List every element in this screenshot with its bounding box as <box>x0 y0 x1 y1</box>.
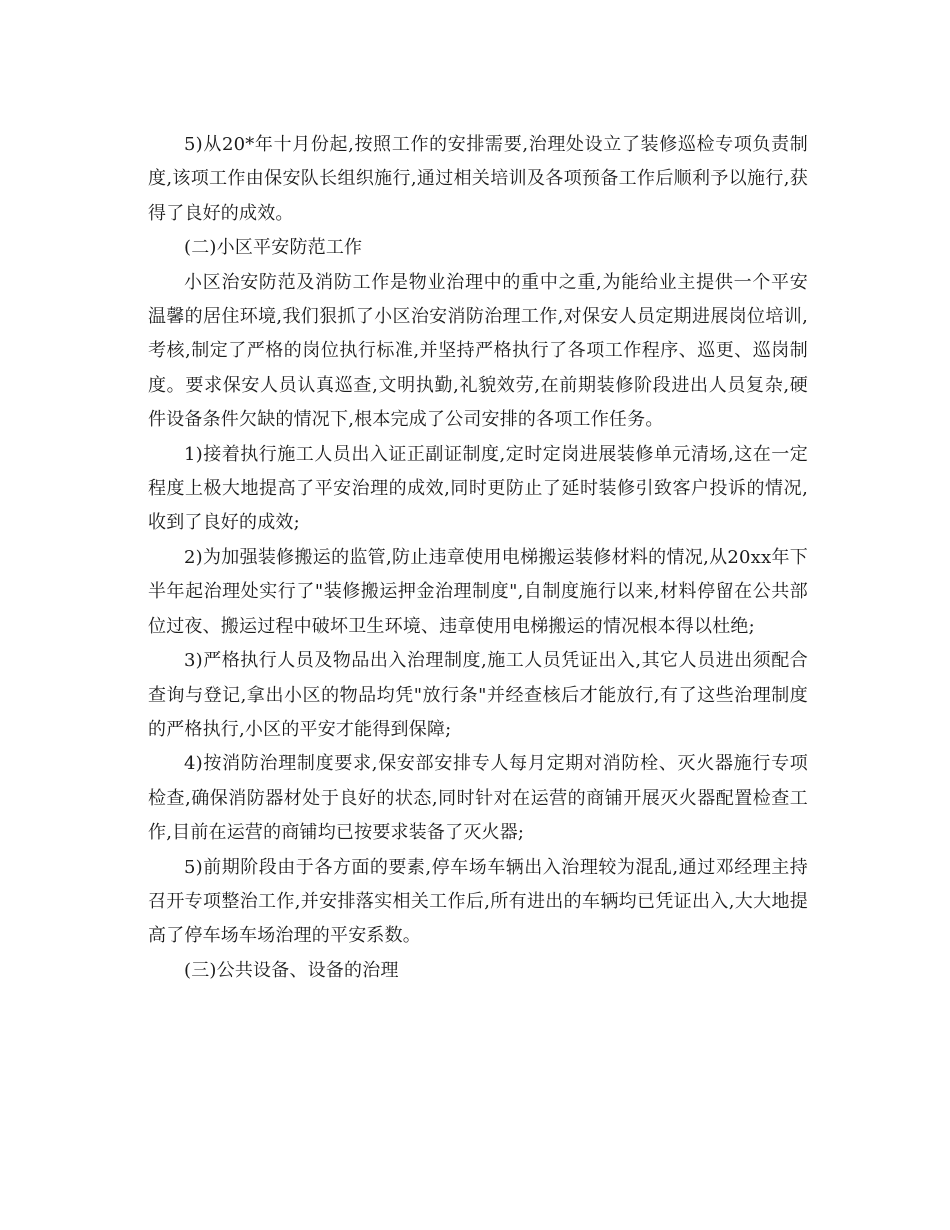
document-body <box>148 128 808 988</box>
paragraph-item-5-decoration-inspection: 5)从20*年十月份起,按照工作的安排需要,治理处设立了装修巡检专项负责制度,该项工作由保安队长组织施行,通过相关培训及各项预备工作后顺利予以施行,获得了良好的成效。 <box>148 134 808 224</box>
section-heading-community-safety: (二)小区平安防范工作 <box>184 237 363 259</box>
paragraph-item-3-entry-exit: 3)严格执行人员及物品出入治理制度,施工人员凭证出入,其它人员进出须配合查询与登记,拿出小区的物品均凭"放行条"并经查核后才能放行,有了这些治理制度的严格执行,小区的平安才能得到保障; <box>148 650 808 740</box>
paragraph-security-overview: 小区治安防范及消防工作是物业治理中的重中之重,为能给业主提供一个平安温馨的居住环境,我们狠抓了小区治安消防治理工作,对保安人员定期进展岗位培训,考核,制定了严格的岗位执行标准,并坚持严格执行了各项工作程序、巡更、巡岗制度。要求保安人员认真巡查,文明执勤,礼貌效劳,在前期装修阶段进出人员复杂,硬件设备条件欠缺的情况下,根本完成了公司安排的各项工作任务。 <box>148 271 808 431</box>
paragraph-item-1-permit-system: 1)接着执行施工人员出入证正副证制度,定时定岗进展装修单元清场,这在一定程度上极大地提高了平安治理的成效,同时更防止了延时装修引致客户投诉的情况,收到了良好的成效; <box>148 443 808 534</box>
paragraph-item-4-fire-safety: 4)按消防治理制度要求,保安部安排专人每月定期对消防栓、灭火器施行专项检查,确保消防器材处于良好的状态,同时针对在运营的商铺开展灭火器配置检查工作,目前在运营的商铺均已按要求装备了灭火器; <box>148 753 808 844</box>
paragraph-item-2-moving-deposit: 2)为加强装修搬运的监管,防止违章使用电梯搬运装修材料的情况,从20xx年下半年起治理处实行了"装修搬运押金治理制度",自制度施行以来,材料停留在公共部位过夜、搬运过程中破坏卫生环境、违章使用电梯搬运的情况根本得以杜绝; <box>148 546 808 637</box>
section-heading-public-equipment: (三)公共设备、设备的治理 <box>184 959 399 981</box>
paragraph-item-5-parking: 5)前期阶段由于各方面的要素,停车场车辆出入治理较为混乱,通过邓经理主持召开专项整治工作,并安排落实相关工作后,所有进出的车辆均已凭证出入,大大地提高了停车场车场治理的平安系数。 <box>148 856 808 947</box>
